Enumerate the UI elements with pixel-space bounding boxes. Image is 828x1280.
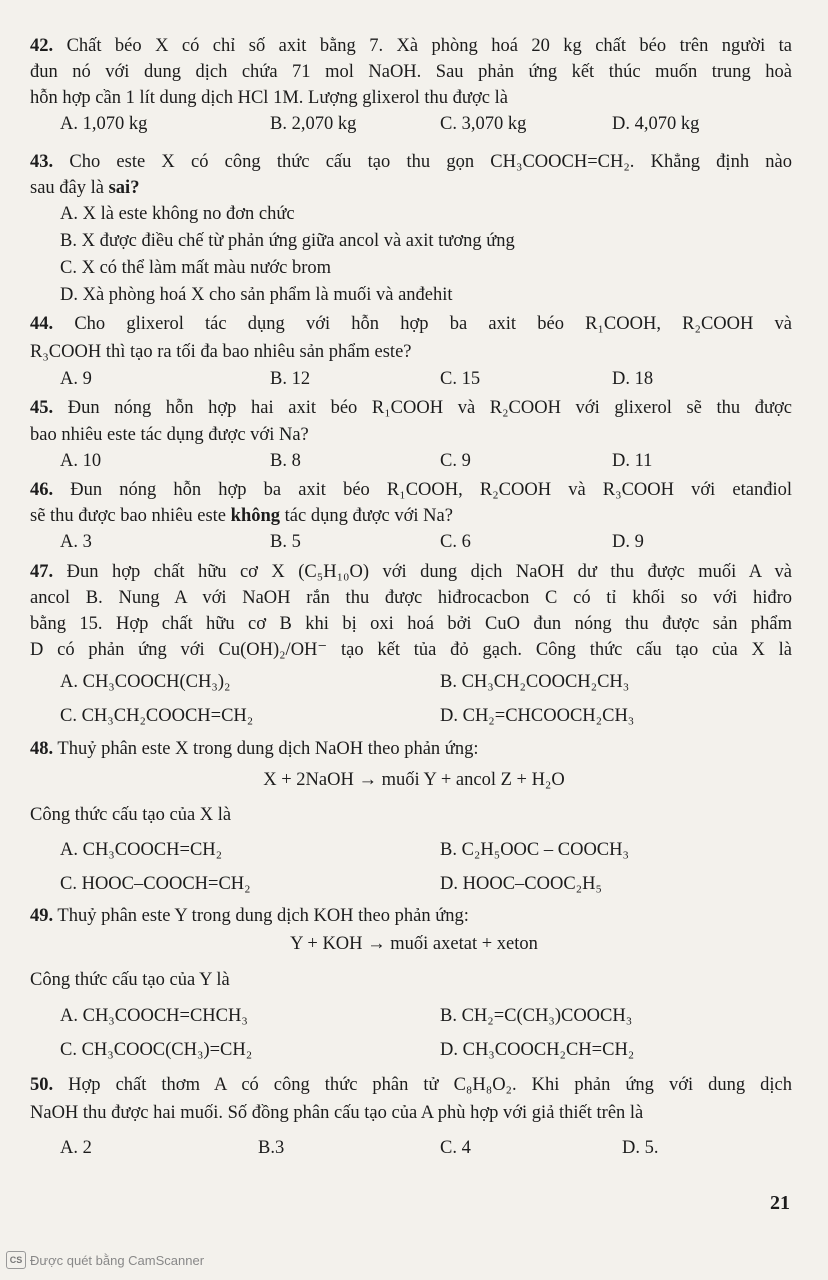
question-number: 50. [30,1075,54,1095]
option-c: C. CH₃CH₂COOCH=CH₂ [60,706,254,726]
question-42-line-2: đun nó với dung dịch chứa 71 mol NaOH. Sau phản ứng kết thúc muốn trung hoà [30,62,792,82]
option-b: B. CH₃CH₂COOCH₂CH₃ [440,672,630,692]
question-47-line-3: bằng 15. Hợp chất hữu cơ B khi bị oxi hoá bởi CuO đun nóng thu được sản phẩm [30,614,792,634]
question-number: 44. [30,314,54,334]
question-44-line-1: 44. Cho glixerol tác dụng với hỗn hợp ba axit béo R₁COOH, R₂COOH và [30,314,792,334]
question-43-line-1: 43. Cho este X có công thức cấu tạo thu gọn CH₃COOCH=CH₂. Khẳng định nào [30,152,793,172]
option-b: B. 12 [270,369,311,389]
option-b: B. CH₂=C(CH₃)COOCH₃ [440,1006,633,1026]
option-b: B. 5 [270,532,301,552]
option-a: A. CH₃COOCH=CH₂ [60,840,223,860]
option-c: C. 6 [440,532,471,552]
option-d: D. CH₃COOCH₂CH=CH₂ [440,1040,635,1060]
option-a: A. CH₃COOCH=CHCH₃ [60,1006,248,1026]
option-a: A. X là este không no đơn chức [60,204,295,224]
option-b: B.3 [258,1138,285,1158]
option-b: B. C₂H₅OOC – COOCH₃ [440,840,629,860]
option-b: B. X được điều chế từ phản ứng giữa ancol và axit tương ứng [60,231,515,251]
option-d: D. 5. [622,1138,659,1158]
question-number: 49. [30,906,54,926]
option-a: A. CH₃COOCH(CH₃)₂ [60,672,231,692]
question-49-equation: Y + KOH → muối axetat + xeton [290,934,538,954]
question-48-stem: Công thức cấu tạo của X là [30,805,232,825]
question-number: 43. [30,152,54,172]
option-d: D. HOOC–COOC₂H₅ [440,874,602,894]
question-47-line-2: ancol B. Nung A với NaOH rắn thu được hiđrocacbon C có tỉ khối so với hiđro [30,588,792,608]
option-c: C. 15 [440,369,481,389]
question-44-line-2: R₃COOH thì tạo ra tối đa bao nhiêu sản phẩm este? [30,342,412,362]
option-a: A. 1,070 kg [60,114,148,134]
option-d: D. 18 [612,369,654,389]
question-number: 48. [30,739,54,759]
question-45-line-1: 45. Đun nóng hỗn hợp hai axit béo R₁COOH và R₂COOH với glixerol sẽ thu được [30,398,792,418]
option-d: D. Xà phòng hoá X cho sản phẩm là muối và anđehit [60,285,453,305]
question-number: 46. [30,480,54,500]
option-c: C. CH₃COOC(CH₃)=CH₂ [60,1040,253,1060]
question-number: 45. [30,398,54,418]
question-50-line-2: NaOH thu được hai muối. Số đồng phân cấu tạo của A phù hợp với giả thiết trên là [30,1103,644,1123]
question-47-line-1: 47. Đun hợp chất hữu cơ X (C₅H₁₀O) với dung dịch NaOH dư thu được muối A và [30,562,793,582]
question-48-line-1: 48. Thuỷ phân este X trong dung dịch NaOH theo phản ứng: [30,739,479,759]
option-a: A. 10 [60,451,102,471]
scanner-watermark [6,1251,204,1269]
option-c: C. 3,070 kg [440,114,527,134]
question-43-line-2: sau đây là sai? [30,178,140,198]
question-42-line-1: 42. Chất béo X có chỉ số axit bằng 7. Xà phòng hoá 20 kg chất béo trên người ta [30,36,792,56]
question-47-line-4: D có phản ứng với Cu(OH)₂/OH⁻ tạo kết tủa đỏ gạch. Công thức cấu tạo của X là [30,640,792,660]
option-d: D. CH₂=CHCOOCH₂CH₃ [440,706,635,726]
option-a: A. 9 [60,369,92,389]
option-c: C. 9 [440,451,471,471]
option-d: D. 4,070 kg [612,114,700,134]
camscanner-logo-icon: CS [6,1251,26,1269]
question-49-line-1: 49. Thuỷ phân este Y trong dung dịch KOH theo phản ứng: [30,906,469,926]
question-number: 42. [30,36,54,56]
question-42-line-3: hỗn hợp cần 1 lít dung dịch HCl 1M. Lượng glixerol thu được là [30,88,508,108]
option-c: C. 4 [440,1138,471,1158]
option-d: D. 9 [612,532,644,552]
option-d: D. 11 [612,451,653,471]
question-50-line-1: 50. Hợp chất thơm A có công thức phân tử C₈H₈O₂. Khi phản ứng với dung dịch [30,1075,793,1095]
option-a: A. 3 [60,532,92,552]
option-a: A. 2 [60,1138,92,1158]
question-46-line-1: 46. Đun nóng hỗn hợp ba axit béo R₁COOH, R₂COOH và R₃COOH với etanđiol [30,480,792,500]
question-46-line-2: sẽ thu được bao nhiêu este không tác dụng được với Na? [30,506,453,526]
question-49-stem: Công thức cấu tạo của Y là [30,970,230,990]
option-c: C. X có thể làm mất màu nước brom [60,258,332,278]
option-c: C. HOOC–COOCH=CH₂ [60,874,251,894]
option-b: B. 8 [270,451,301,471]
option-b: B. 2,070 kg [270,114,357,134]
page-number: 21 [770,1192,790,1214]
question-48-equation: X + 2NaOH → muối Y + ancol Z + H₂O [263,770,565,790]
question-number: 47. [30,562,54,582]
question-45-line-2: bao nhiêu este tác dụng được với Na? [30,425,309,445]
watermark-text: Được quét bằng CamScanner [30,1252,205,1268]
